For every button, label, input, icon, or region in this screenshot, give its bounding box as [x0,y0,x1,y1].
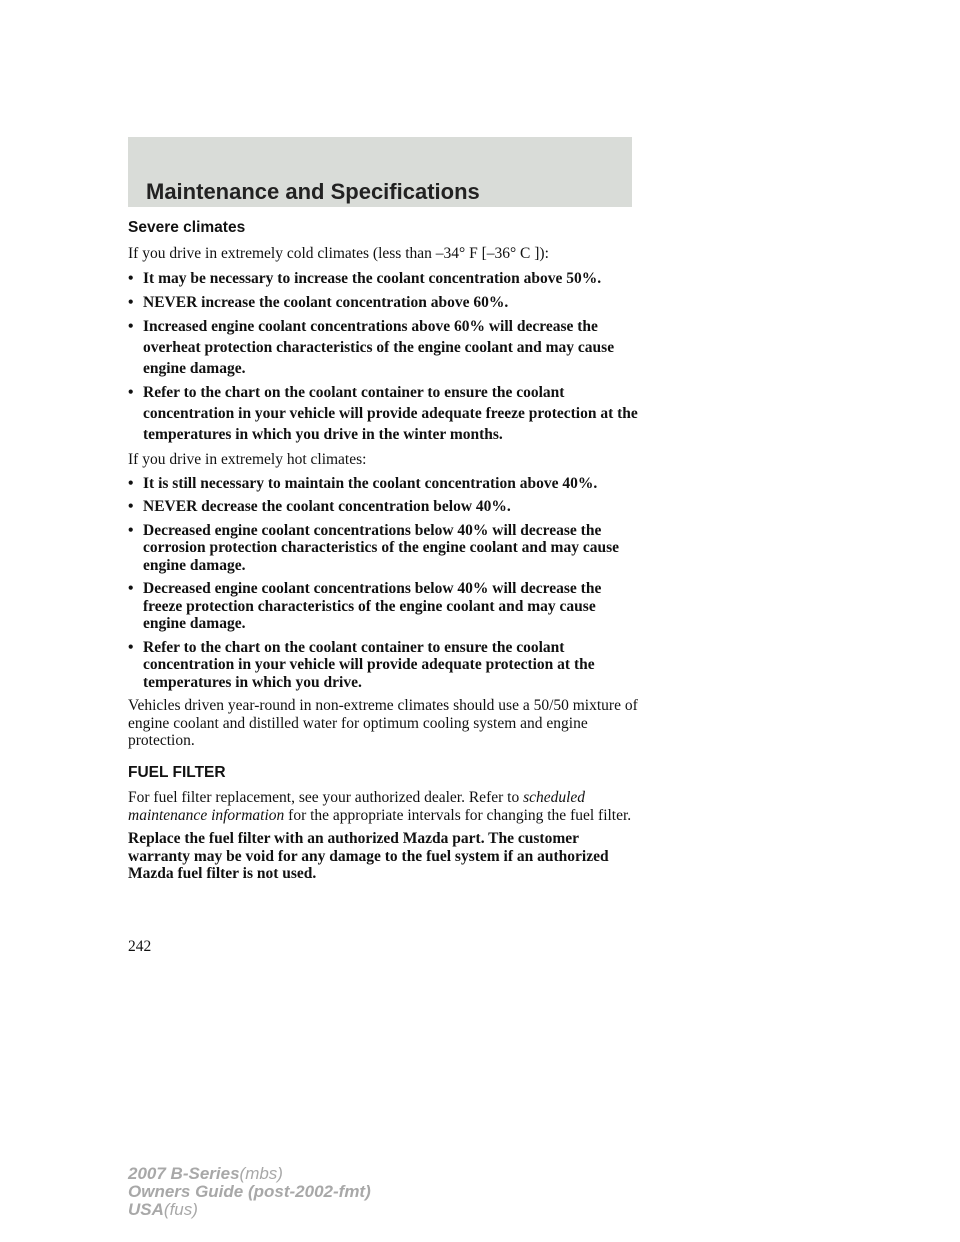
bullet-dot: • [128,521,134,539]
bullet-item [128,316,638,379]
bullet-text: Refer to the chart on the coolant container to ensure the coolant concentration in your vehicle will provide adequate freeze protection at the temperatures in which you drive in the winter months. [143,384,638,443]
bullet-text: NEVER increase the coolant concentration above 60%. [143,294,509,311]
bullet-text: It is still necessary to maintain the coolant concentration above 40%. [143,474,598,492]
page-content [128,219,638,889]
bullet-item [128,268,638,289]
footer-market-code: (fus) [163,1200,198,1219]
bullet-item [128,580,638,633]
bullet-dot: • [128,638,134,656]
bullet-text: Increased engine coolant concentrations above 60% will decrease the overheat protection characteristics of the engine coolant and may cause engine damage. [143,318,615,377]
bullet-dot: • [128,318,134,335]
footer-market: USA [128,1200,164,1219]
section-title: Maintenance and Specifications [146,179,480,204]
bullet-dot: • [128,384,134,401]
document-footer [128,1165,371,1219]
bullet-dot: • [128,498,134,515]
hot-climate-intro: If you drive in extremely hot climates: [128,451,367,468]
scheduled-maintenance-reference: scheduled maintenance information [128,789,586,824]
bullet-item [128,292,638,313]
bullet-dot: • [128,294,134,311]
fuel-filter-text-end: for the appropriate intervals for changing the fuel filter. [288,806,632,824]
page-number: 242 [128,938,152,955]
cold-climate-bullets [128,268,638,445]
footer-line-market [128,1201,371,1219]
bullet-item [128,475,638,493]
fuel-filter-paragraph [128,789,638,824]
footer-guide-format: Owners Guide (post-2002-fmt) [128,1182,371,1201]
footer-line-model [128,1165,371,1183]
footer-model: 2007 B-Series [128,1164,240,1183]
footer-model-code: (mbs) [239,1164,283,1183]
section-header-band [128,137,632,207]
fuel-filter-text-start: For fuel filter replacement, see your authorized dealer. Refer to [128,789,520,806]
cold-climate-intro: If you drive in extremely cold climates (less than –34° F [–36° C ]): [128,244,549,262]
bullet-item [128,639,638,692]
bullet-item [128,522,638,575]
bullet-dot: • [128,474,134,492]
bullet-text: It may be necessary to increase the coolant concentration above 50%. [143,270,602,287]
bullet-item [128,382,638,445]
fuel-filter-warning: Replace the fuel filter with an authorized Mazda part. The customer warranty may be void for any damage to the fuel system if an authorized Mazda fuel filter is not used. [128,830,609,882]
severe-climates-heading: Severe climates [128,219,246,236]
bullet-text: Decreased engine coolant concentrations below 40% will decrease the freeze protection characteristics of the engine coolant and may cause engine damage. [143,580,602,632]
non-extreme-climate-paragraph: Vehicles driven year-round in non-extreme climates should use a 50/50 mixture of engine coolant and distilled water for optimum cooling system and engine protection. [128,697,638,749]
hot-climate-bullets [128,475,638,692]
bullet-item [128,498,638,516]
bullet-dot: • [128,580,134,597]
bullet-text: Refer to the chart on the coolant container to ensure the coolant concentration in your vehicle will provide adequate protection at the temperatures in which you drive. [143,638,595,691]
bullet-text: Decreased engine coolant concentrations below 40% will decrease the corrosion protection characteristics of the engine coolant and may cause engine damage. [143,521,619,574]
fuel-filter-heading: FUEL FILTER [128,763,226,781]
bullet-dot: • [128,270,134,287]
bullet-text: NEVER decrease the coolant concentration below 40%. [143,498,511,515]
